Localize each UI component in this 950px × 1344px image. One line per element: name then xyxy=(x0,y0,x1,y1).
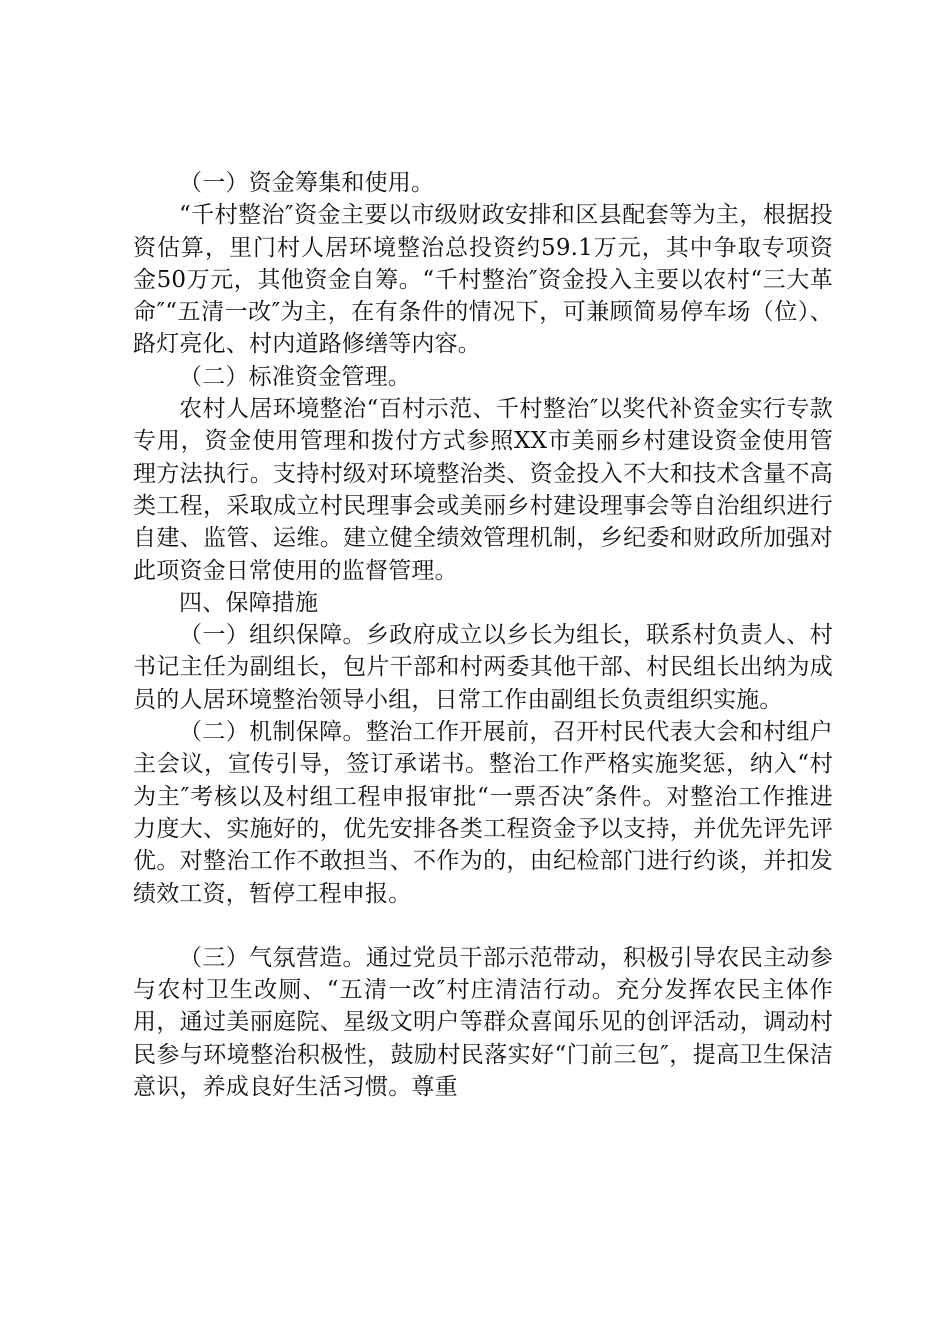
subheading-funding-raising: （一）资金筹集和使用。 xyxy=(179,170,435,196)
paragraph-funding-sources: “千村整治″资金主要以市级财政安排和区县配套等为主，根据投资估算，里门村人居环境整治总投资约59.1万元，其中争取专项资金50万元，其他资金自筹。“千村整治″资金投入主要以农村“三大革命″“五清一改″为主，在有条件的情况下，可兼顾简易停车场（位）、路灯亮化、村内道路修缮等内容。 xyxy=(133,202,833,358)
paragraph-atmosphere-building: （三）气氛营造。通过党员干部示范带动，积极引导农民主动参与农村卫生改厕、“五清一改″村庄清洁行动。充分发挥农民主体作用，通过美丽庭院、星级文明户等群众喜闻乐见的创评活动，调动村民参与环境整治积极性，鼓励村民落实好“门前三包″，提高卫生保洁意识，养成良好生活习惯。尊重 xyxy=(133,944,833,1101)
paragraph-organization-safeguard: （一）组织保障。乡政府成立以乡长为组长，联系村负责人、村书记主任为副组长，包片干部和村两委其他干部、村民组长出纳为成员的人居环境整治领导小组，日常工作由副组长负责组织实施。 xyxy=(133,622,833,713)
paragraph-fund-management: 农村人居环境整治“百村示范、千村整治″以奖代补资金实行专款专用，资金使用管理和拨付方式参照XX市美丽乡村建设资金使用管理方法执行。支持村级对环境整治类、资金投入不大和技术含量不高类工程，采取成立村民理事会或美丽乡村建设理事会等自治组织进行自建、监管、运维。建立健全绩效管理机制，乡纪委和财政所加强对此项资金日常使用的监督管理。 xyxy=(133,396,833,584)
subheading-fund-management: （二）标准资金管理。 xyxy=(179,363,411,390)
paragraph-mechanism-safeguard: （二）机制保障。整治工作开展前，召开村民代表大会和村组户主会议，宣传引导，签订承诺书。整治工作严格实施奖惩，纳入“村为主″考核以及村组工程申报审批“一票否决″条件。对整治工作推进力度大、实施好的，优先安排各类工程资金予以支持，并优先评先评优。对整治工作不敢担当、不作为的，由纪检部门进行约谈，并扣发绩效工资，暂停工程申报。 xyxy=(133,719,833,907)
section-heading-safeguards: 四、保障措施 xyxy=(179,589,319,616)
document-body xyxy=(133,167,833,1103)
